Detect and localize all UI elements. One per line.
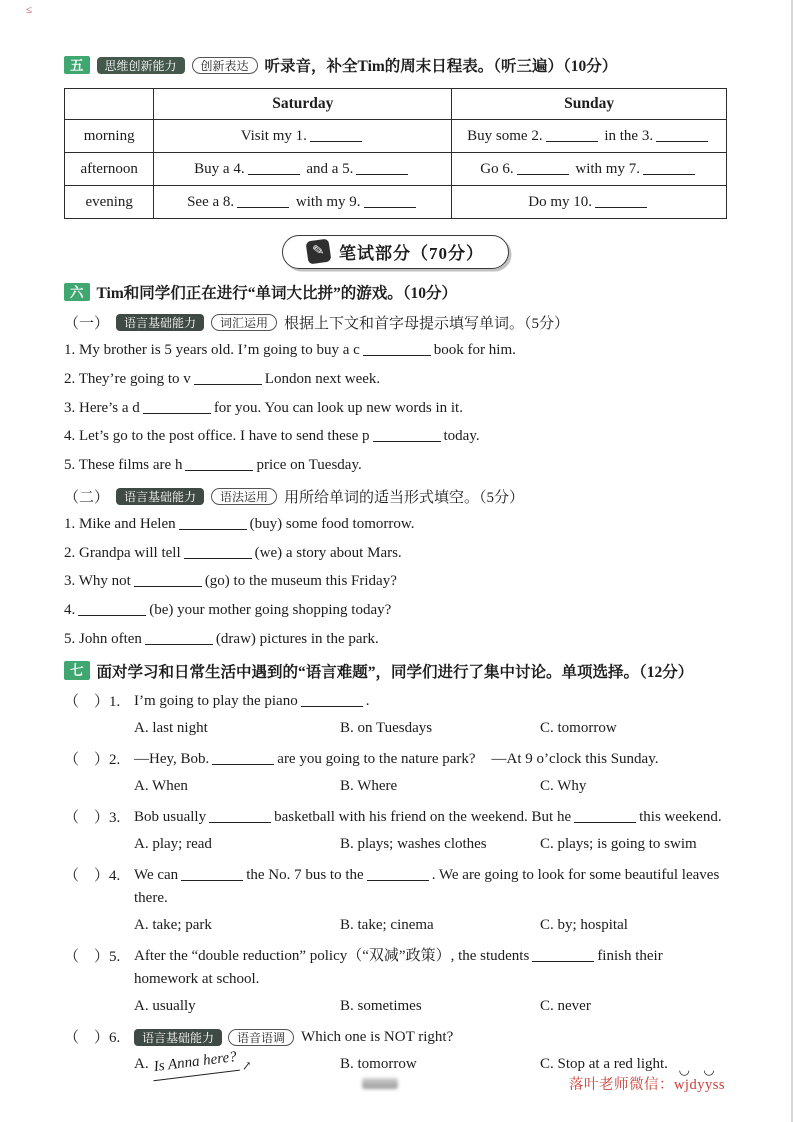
question-text: (we) a story about Mars. [254,544,402,561]
table-header-row [65,89,727,120]
teacher-wechat-note: 落叶老师微信：wjdyyss [568,1077,725,1093]
fill-blank-10 [595,194,647,208]
banner-box [282,235,509,269]
part2-title: 用所给单词的适当形式填空。（5分） [284,489,525,506]
option-a: A. last night [134,719,208,736]
cell-text: See a 8. [187,193,235,210]
fill-blank-7 [643,161,695,175]
part2-question-1 [64,514,727,536]
question-text: price on Tuesday. [256,457,362,473]
option-text: Stop at a red light. [557,1056,668,1073]
question-text: 2. Grandpa will tell [64,544,181,561]
option-c: C. tomorrow [540,719,617,736]
scan-corner-mark: ≤ [26,4,33,16]
row-label-evening: evening [65,186,154,219]
pencil-icon: ✎ [306,239,332,265]
option-b: B. on Tuesdays [340,719,433,736]
question-text: —Hey, Bob. [134,750,210,767]
fill-blank [574,809,636,823]
question-text: (go) to the museum this Friday? [204,573,397,590]
part2-ability-badge: 语言基础能力 [116,488,204,505]
question-text: 5. These films are h [64,457,183,473]
part1-skill-badge: 词汇运用 [211,314,277,331]
table-row-evening [65,186,727,219]
fill-blank [373,428,441,442]
question-text: 4. [64,602,76,618]
section5-skill-badge: 创新表达 [192,57,258,74]
question-1-text [134,690,727,713]
fill-blank-8 [237,194,289,208]
question-text: for you. You can look up new words in it. [213,399,463,416]
option-label: C. [540,1056,554,1073]
question-6-text [134,1026,727,1049]
question-text: (buy) some food tomorrow. [249,515,415,532]
fill-blank-9 [364,194,416,208]
answer-paren-4: （ ）4. [64,867,121,884]
q6-ability-badge: 语言基础能力 [134,1029,222,1046]
part1-question-2 [64,369,727,391]
part2-question-5 [64,629,727,651]
section6-header [64,281,727,303]
answer-paren-6: （ ）6. [64,1030,121,1046]
part2-question-2 [64,543,727,565]
section5-title: 听录音，补全Tim的周末日程表。（听三遍）（10分） [264,58,618,75]
question-text: 1. My brother is 5 years old. I’m going to buy a c [64,342,360,358]
option-text: Is Anna here? [153,1049,238,1076]
cell-sunday-evening [452,186,727,219]
question-text: this weekend. [639,808,722,825]
section6-number-badge: 六 [64,283,90,302]
option-a [134,1049,340,1078]
question-text: 2. They’re going to v [64,370,191,387]
question-text: (draw) pictures in the park. [215,630,379,647]
option-b: B. take; cinema [340,917,434,933]
cell-text: Buy some 2. [467,127,543,144]
choice-question-5 [64,945,727,992]
section6-part1-header [64,312,727,333]
q6-skill-badge: 语音语调 [228,1029,294,1046]
question-text: 4. Let’s go to the post office. I have to send these p [64,428,370,445]
part1-question-3 [64,398,727,420]
question-text: are you going to the nature park? [277,750,476,767]
question-text: . We are going to look for some beautiful leaves there. [134,866,720,906]
fill-blank-1 [310,128,362,142]
question-text: 3. Why not [64,573,131,590]
options-row-4 [134,915,727,937]
option-c: C. Why [540,777,587,794]
stress-word [358,1054,417,1076]
fill-blank-6 [517,161,569,175]
option-c: C. never [540,998,591,1015]
option-c: C. by; hospital [540,917,628,933]
choice-question-1 [64,690,727,713]
question-2-text [134,748,727,771]
section5-number-badge: 五 [64,56,90,75]
choice-question-6 [64,1026,727,1049]
schedule-header-sunday: Sunday [452,89,727,120]
rising-intonation-text [151,1047,253,1081]
fill-blank [363,342,431,356]
table-row-morning [65,120,727,153]
option-a: A. usually [134,998,196,1015]
pause-marks: ◡ ◡ [678,1062,720,1078]
row-label-morning: morning [65,120,154,153]
part1-prefix: （一） [64,316,110,332]
cell-text: Visit my 1. [240,127,307,144]
fill-blank [212,751,274,765]
rising-arrow-icon: ↗ [241,1058,253,1074]
choice-question-3 [64,806,727,829]
table-row-afternoon [65,153,727,186]
fill-blank [179,516,247,530]
options-row-1 [134,718,727,740]
fill-blank [145,631,213,645]
option-text: tomorrow [357,1056,417,1073]
blur-mark [362,1078,398,1089]
options-row-5 [134,996,727,1018]
question-3-text [134,806,727,829]
section5-header [64,54,727,76]
section6-title: Tim和同学们正在进行“单词大比拼”的游戏。（10分） [96,285,458,302]
answer-paren-3: （ ）3. [64,809,121,826]
option-b: B. sometimes [340,998,422,1015]
part2-skill-badge: 语法运用 [211,488,277,505]
cell-text: Go 6. [480,160,514,177]
part1-question-1 [64,340,727,362]
fill-blank [301,693,363,707]
fill-blank-2 [546,128,598,142]
row-label-afternoon: afternoon [65,153,154,186]
cell-text: in the 3. [604,127,654,144]
question-text: We can [134,866,179,883]
question-text: 3. Here’s a d [64,399,140,416]
fill-blank [181,867,243,881]
question-text: Which one is NOT right? [301,1029,454,1045]
schedule-corner-cell [65,89,154,120]
option-b: B. Where [340,777,398,794]
written-part-title: 笔试部分（70分） [339,244,484,263]
question-5-text [134,945,727,992]
question-text: Bob usually [134,808,207,825]
section6-part2-header [64,486,727,507]
fill-blank [185,457,253,471]
answer-paren-5: （ ）5. [64,948,121,965]
option-c: C. plays; is going to swim [540,835,697,852]
option-b [340,1054,540,1076]
part2-question-4 [64,600,727,622]
question-text: finish their homework at school. [134,947,663,987]
option-label: B. [340,1056,354,1073]
choice-question-4 [64,864,727,911]
question-text: the No. 7 bus to the [246,866,364,883]
fill-blank [78,602,146,616]
fill-blank [134,573,202,587]
cell-text: Buy a 4. [194,160,245,177]
question-reply: —At 9 o’clock this Sunday. [491,750,659,767]
weekend-schedule-table [64,88,727,219]
part1-question-5 [64,455,727,477]
schedule-header-saturday: Saturday [154,89,452,120]
cell-text: with my 9. [295,193,361,210]
question-text: today. [443,428,480,445]
section7-header [64,660,727,682]
option-b: B. plays; washes clothes [340,835,487,852]
fill-blank-4 [248,161,300,175]
cell-text: Do my 10. [528,193,592,210]
question-text: book for him. [433,342,516,358]
written-part-banner [64,235,727,269]
question-text: 1. Mike and Helen [64,515,176,532]
question-text: I’m going to play the piano [134,692,298,709]
cell-saturday-evening [154,186,452,219]
question-text: basketball with his friend on the weekend. But he [274,808,572,825]
fill-blank [367,867,429,881]
option-a: A. When [134,777,188,794]
question-text: 5. John often [64,630,142,647]
option-a: A. take; park [134,917,212,933]
question-4-text [134,864,727,911]
choice-question-2 [64,748,727,771]
option-a: A. play; read [134,835,212,852]
section5-ability-badge: 思维创新能力 [97,57,185,74]
options-row-3 [134,834,727,856]
fill-blank-5 [356,161,408,175]
fill-blank [532,948,594,962]
part1-ability-badge: 语言基础能力 [116,314,204,331]
cell-sunday-morning [452,120,727,153]
cell-saturday-morning [154,120,452,153]
question-text: . [365,692,370,709]
section7-title: 面对学习和日常生活中遇到的“语言难题”，同学们进行了集中讨论。单项选择。（12分） [96,663,694,681]
cell-saturday-afternoon [154,153,452,186]
question-text: After the “double reduction” policy（“双减”政策）, the students [134,947,530,964]
question-text: London next week. [264,370,381,387]
part1-question-4 [64,426,727,448]
question-6-badges [134,1029,294,1046]
answer-paren-2: （ ）2. [64,751,121,768]
option-label: A. [134,1056,149,1073]
options-row-2 [134,776,727,798]
cell-text: with my 7. [575,160,640,177]
fill-blank [143,400,211,414]
cell-sunday-afternoon [452,153,727,186]
cell-text: and a 5. [306,160,354,177]
answer-paren-1: （ ）1. [64,693,121,710]
question-text: (be) your mother going shopping today? [149,602,392,618]
part2-prefix: （二） [64,489,110,506]
fill-blank [194,371,262,385]
part2-question-3 [64,571,727,593]
fill-blank [184,545,252,559]
fill-blank-3 [656,128,708,142]
section7-number-badge: 七 [64,661,90,680]
part1-title: 根据上下文和首字母提示填写单词。（5分） [284,316,570,332]
fill-blank [209,809,271,823]
